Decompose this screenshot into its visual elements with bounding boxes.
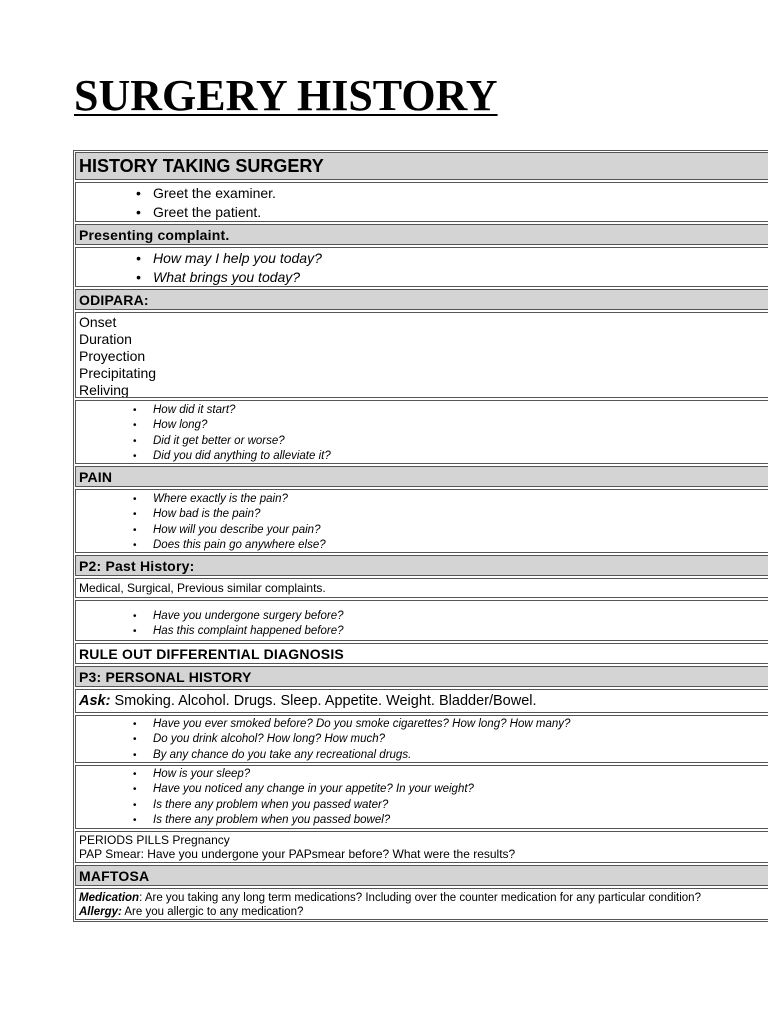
list-item: • How may I help you today?: [153, 249, 768, 268]
list-item: • How is your sleep?: [153, 767, 768, 782]
medication-text: : Are you taking any long term medications? Including over the counter medication for any particular condition?: [139, 892, 701, 904]
pain-questions: [75, 489, 768, 553]
odipara-item: Reliving: [79, 382, 129, 398]
presenting-complaint-header: Presenting complaint.: [75, 224, 768, 245]
rule-out-header: RULE OUT DIFFERENTIAL DIAGNOSIS: [75, 643, 768, 664]
pain-header: PAIN: [75, 466, 768, 487]
greet-section: [75, 182, 768, 222]
list-item: • Did it get better or worse?: [153, 434, 768, 449]
history-table: [73, 150, 768, 922]
page-title: SURGERY HISTORY: [74, 71, 498, 120]
odipara-item: Onset: [79, 314, 117, 330]
list-item: • Does this pain go anywhere else?: [153, 538, 768, 553]
list-item: • What brings you today?: [153, 268, 768, 287]
odipara-questions: [75, 400, 768, 464]
allergy-text: Are you allergic to any medication?: [121, 906, 304, 918]
history-taking-header: HISTORY TAKING SURGERY: [75, 152, 768, 180]
pap-smear-line: PAP Smear: Have you undergone your PAPsmear before? What were the results?: [79, 847, 516, 861]
odipara-items: [75, 312, 768, 398]
allergy-label: Allergy:: [79, 906, 122, 918]
past-history-note: Medical, Surgical, Previous similar complaints.: [79, 581, 326, 595]
list-item: • Is there any problem when you passed water?: [153, 798, 768, 813]
presenting-questions: [75, 247, 768, 287]
personal-questions-2: [75, 765, 768, 829]
list-item: • Greet the patient.: [153, 203, 768, 222]
odipara-item: Duration: [79, 331, 132, 347]
ask-text: Smoking. Alcohol. Drugs. Sleep. Appetite. Weight. Bladder/Bowel.: [114, 693, 537, 709]
list-item: • How will you describe your pain?: [153, 523, 768, 538]
list-item: • Is there any problem when you passed bowel?: [153, 813, 768, 828]
periods-line: PERIODS PILLS Pregnancy: [79, 833, 230, 847]
list-item: • How did it start?: [153, 403, 768, 418]
allergy-line: [79, 905, 768, 919]
maftosa-header: MAFTOSA: [75, 865, 768, 886]
medication-line: [79, 891, 768, 905]
periods-row: [75, 831, 768, 863]
list-item: • Where exactly is the pain?: [153, 492, 768, 507]
list-item: • Have you undergone surgery before?: [153, 609, 768, 624]
list-item: • Have you noticed any change in your appetite? In your weight?: [153, 782, 768, 797]
list-item: • By any chance do you take any recreational drugs.: [153, 748, 768, 763]
medication-label: Medication: [79, 892, 140, 904]
odipara-header: ODIPARA:: [75, 289, 768, 310]
list-item: • Has this complaint happened before?: [153, 624, 768, 639]
list-item: • Did you did anything to alleviate it?: [153, 449, 768, 464]
personal-history-header: P3: PERSONAL HISTORY: [75, 666, 768, 687]
list-item: • How bad is the pain?: [153, 507, 768, 522]
list-item: • Do you drink alcohol? How long? How much?: [153, 732, 768, 747]
maftosa-body: [75, 888, 768, 920]
past-history-questions: [75, 600, 768, 641]
personal-questions-1: [75, 715, 768, 763]
list-item: • How long?: [153, 418, 768, 433]
odipara-item: Precipitating: [79, 365, 157, 381]
list-item: • Have you ever smoked before? Do you smoke cigarettes? How long? How many?: [153, 717, 768, 732]
past-history-header: P2: Past History:: [75, 555, 768, 576]
personal-ask-row: [75, 689, 768, 713]
odipara-item: Proyection: [79, 348, 146, 364]
past-history-note-row: [75, 578, 768, 598]
list-item: • Greet the examiner.: [153, 184, 768, 203]
ask-label: Ask:: [79, 693, 111, 709]
